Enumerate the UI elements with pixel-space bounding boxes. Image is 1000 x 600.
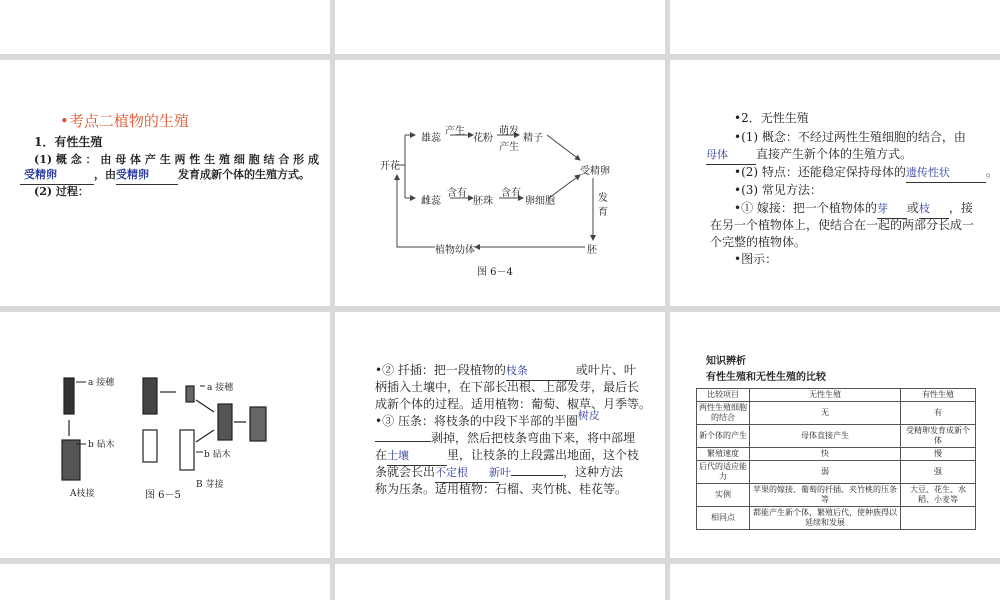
concept-line: (1) 概 念 ： 由 母 体 产 生 两 性 生 殖 细 胞 结 合 形 成 [34, 153, 319, 166]
node-pollen: 花粉 [473, 133, 493, 144]
answer-zygote-2: 受精卵 [116, 167, 178, 185]
table-row: 实例 苹果的嫁接、葡萄的扦插、夹竹桃的压条等 大豆、花生、水稻、小麦等 [697, 484, 976, 507]
knowledge-title: 知识辨析 [706, 356, 746, 367]
answer-zygote-1: 受精卵 [20, 167, 94, 185]
layering-line-5: 称为压条。适用植物：石榴、夹竹桃、桂花等。 [375, 482, 628, 496]
slide-process-diagram[interactable] [335, 60, 665, 306]
illustration-label: •图示： [734, 252, 778, 266]
header-cell: 比较项目 [697, 389, 750, 402]
answer-traits: 遗传性状 [906, 165, 986, 183]
answer-bark: 树皮 [577, 410, 600, 422]
label-contain-2: 含有 [501, 188, 521, 199]
slide-top-left[interactable] [0, 0, 330, 54]
comparison-table [696, 388, 976, 530]
answer-soil: 土壤 [387, 448, 447, 466]
node-stamen: 雄蕊 [421, 133, 441, 144]
label-contain-1: 含有 [447, 188, 467, 199]
cutting-line-3: 成新个体的过程。适用植物：葡萄、椒草、月季等。 [375, 397, 652, 411]
node-sperm: 精子 [523, 133, 543, 144]
slide-top-middle[interactable] [335, 0, 665, 54]
slide-sexual-reproduction[interactable] [0, 60, 330, 306]
node-embryo: 胚 [587, 245, 597, 256]
layering-line-1: •③ 压条：将枝条的中段下半部的半圈树皮 [375, 410, 600, 428]
slide-top-right[interactable] [670, 0, 1000, 54]
label-produce-2: 产生 [499, 142, 519, 153]
label-stock-b-2: b 砧木 [204, 450, 231, 460]
answer-roots: 不定根 [435, 465, 499, 483]
caption-bud-graft: B 芽接 [196, 480, 224, 490]
answer-leaves: 新叶 [489, 467, 512, 479]
answer-parent: 母体 [706, 147, 756, 165]
node-zygote: 受精卵 [580, 166, 610, 177]
grafting-line-3: 个完整的植物体。 [710, 235, 807, 249]
slide-asexual-reproduction[interactable] [670, 60, 1000, 306]
slide-comparison[interactable] [670, 312, 1000, 558]
layering-line-2: 剥掉，然后把枝条弯曲下来，将中部埋 [375, 430, 635, 447]
label-germinate: 萌发 [499, 126, 519, 137]
label-stock-b: b 砧木 [88, 440, 115, 450]
section-title: 1．有性生殖 [34, 135, 103, 149]
process-label: (2) 过程： [34, 185, 89, 198]
cutting-line-2: 柄插入土壤中，在下部长出根、上部发芽，最后长 [375, 380, 640, 394]
figure-caption: 图 6－5 [145, 490, 181, 501]
node-pistil: 雌蕊 [421, 196, 441, 207]
node-ovule: 胚珠 [473, 196, 493, 207]
concept-line: •(1) 概念：不经过两性生殖细胞的结合，由 [734, 130, 966, 144]
caption-branch-graft: A枝接 [70, 489, 95, 499]
table-row: 繁殖速度 快 慢 [697, 448, 976, 461]
slide-bottom-middle[interactable] [335, 564, 665, 600]
node-egg: 卵细胞 [525, 196, 555, 207]
section-title: •2．无性生殖 [734, 111, 809, 125]
label-scion-a-2: a 接穗 [207, 383, 234, 393]
layering-line-4: 条就会长出不定根 新叶 ，这种方法 [375, 464, 623, 483]
table-header-row [697, 389, 976, 402]
table-row: 后代的适应能力 弱 强 [697, 461, 976, 484]
slide-grafting-figure[interactable] [0, 312, 330, 558]
label-produce-1: 产生 [445, 126, 465, 137]
slide-bottom-left[interactable] [0, 564, 330, 600]
header-cell: 无性生殖 [750, 389, 901, 402]
feature-line: •(2) 特点：还能稳定保持母体的遗传性状 。 [734, 164, 998, 183]
slide-heading: •考点二植物的生殖 [60, 112, 189, 130]
node-seedling: 植物幼体 [435, 245, 475, 256]
methods-line: •(3) 常见方法： [734, 183, 822, 197]
cutting-line-1: •② 扦插：把一段植物的枝条 或叶片、叶 [375, 362, 636, 381]
concept-line-2: 受精卵 ，由受精卵 发育成新个体的生殖方式。 [20, 166, 310, 185]
grafting-line-2: 在另一个植物体上，使结合在一起的两部分长成一 [710, 218, 975, 232]
table-row: 两性生殖细胞的结合 无 有 [697, 402, 976, 425]
label-develop: 发育 [598, 193, 608, 218]
slide-bottom-right[interactable] [670, 564, 1000, 600]
concept-line-2: 母体 直接产生新个体的生殖方式。 [706, 146, 912, 165]
answer-bud: 芽 [877, 201, 907, 219]
figure-caption: 图 6－4 [477, 267, 513, 278]
node-flowering: 开花 [380, 161, 400, 172]
grafting-line: •① 嫁接：把一个植物体的芽 或枝 ，接 [734, 200, 973, 219]
grafting-illustration [0, 312, 330, 558]
answer-branch-cutting: 枝条 [506, 363, 576, 381]
comparison-title: 有性生殖和无性生殖的比较 [706, 372, 826, 383]
table-row: 新个体的产生 母体直接产生 受精卵发育成新个体 [697, 425, 976, 448]
slide-cutting-layering[interactable] [335, 312, 665, 558]
label-scion-a: a 接穗 [88, 378, 115, 388]
table-row: 相同点 都能产生新个体，繁殖后代，使种族得以延续和发展 [697, 507, 976, 530]
header-cell: 有性生殖 [901, 389, 976, 402]
answer-branch: 枝 [919, 201, 949, 219]
layering-line-3: 在土壤 里，让枝条的上段露出地面，这个枝 [375, 447, 639, 466]
